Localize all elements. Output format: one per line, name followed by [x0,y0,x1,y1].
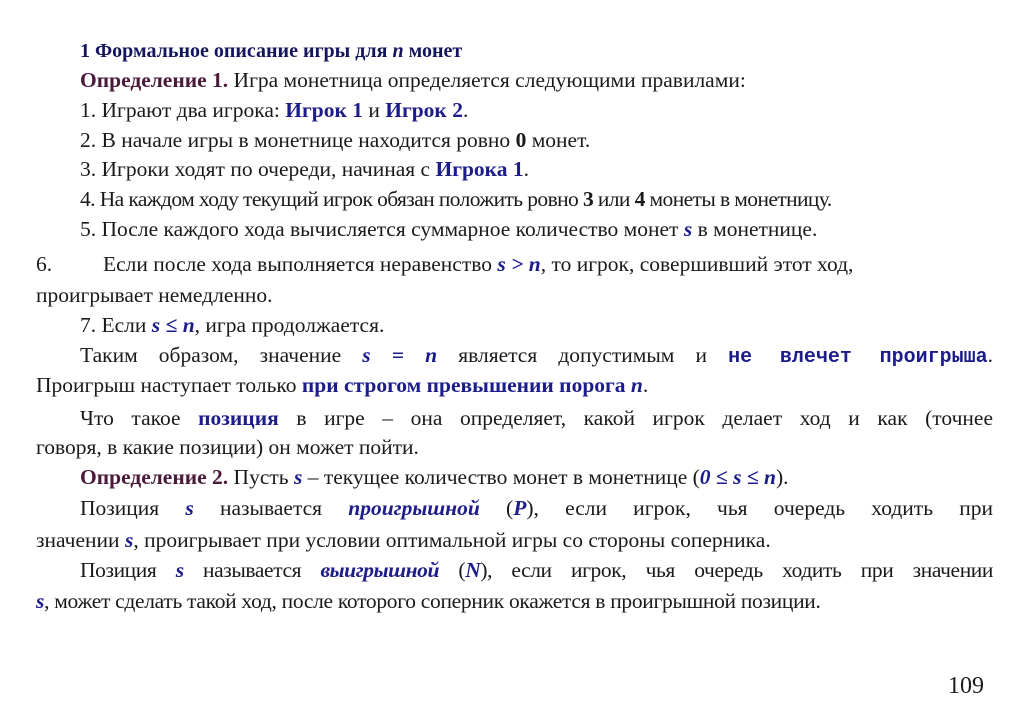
rule-5-s: s [683,217,693,241]
rule-3-end: . [523,157,529,181]
rule-7 [80,312,384,338]
paragraph-3-open: ( [479,496,514,520]
rule-1 [80,97,468,123]
rule-3-text: 3. Игроки ходят по очереди, начиная с [80,157,436,181]
rule-5 [80,216,817,242]
paragraph-1-line-2 [36,372,648,398]
rule-7-text: 7. Если [80,313,152,337]
paragraph-1-mid: является допустимым и [437,343,729,367]
paragraph-2-emphasis: позиция [198,406,279,430]
rule-3 [80,156,529,182]
paragraph-4-line-2 [36,588,821,614]
definition-1-label: Определение 1. [80,68,229,92]
title-suffix: монет [403,40,463,62]
paragraph-3-line-2 [36,527,771,553]
definition-1-text: Игра монетница определяется следующими правилами: [228,68,746,92]
paragraph-3-line2-s: s [124,528,134,552]
rule-5-end: в монетнице. [692,217,818,241]
paragraph-4-line2-end: , может сделать такой ход, после которого соперник окажется в проигрышной позиции. [44,589,821,613]
definition-2 [80,464,789,490]
paragraph-4-s: s [175,558,184,582]
definition-2-mid: – текущее количество монет в монетнице ( [302,465,700,489]
rule-4-or: или [593,187,635,211]
rule-6-inequality: s > n [497,252,541,276]
paragraph-1-n: n [630,373,643,397]
paragraph-3-term: проигрышной [348,496,480,520]
paragraph-4 [80,557,993,583]
paragraph-4-open: ( [439,558,466,582]
paragraph-1-equality: s = n [362,343,438,367]
definition-2-range: 0 ≤ s ≤ n [699,465,776,489]
rule-3-player: Игрока 1 [435,157,524,181]
rule-6-number [36,251,52,277]
rule-4-end: монеты в монетницу. [644,187,832,211]
paragraph-4-letter: N [465,558,481,582]
rule-2-zero: 0 [515,128,527,152]
rule-7-inequality: s ≤ n [151,313,195,337]
player-1-label: Игрок 1 [285,98,363,122]
rule-6 [103,251,853,277]
paragraph-2 [80,405,993,431]
rule-5-text: 5. После каждого хода вычисляется суммарное количество монет [80,217,684,241]
paragraph-1-line2-emphasis: при строгом превышении порога [301,373,631,397]
rule-2 [80,127,590,153]
paragraph-3-mid: называется [193,496,349,520]
rule-4-three: 3 [582,187,594,211]
paragraph-1-start: Таким образом, значение [80,343,363,367]
paragraph-3-start: Позиция [80,496,186,520]
paragraph-2-start: Что такое [80,406,199,430]
rule-6-text: Если после хода выполняется неравенство [103,252,498,276]
rule-4-text: 4. На каждом ходу текущий игрок обязан положить ровно [80,187,583,211]
paragraph-2-line2-text: говоря, в какие позиции) он может пойти. [36,435,419,459]
paragraph-1-line2-start: Проигрыш наступает только [36,373,302,397]
definition-2-label: Определение 2. [80,465,229,489]
paragraph-2-end: в игре – она определяет, какой игрок делает ход и как (точнее [278,406,993,430]
title-n: n [392,40,404,62]
paragraph-1 [80,342,993,371]
rule-7-end: , игра продолжается. [194,313,385,337]
rule-6-end: , то игрок, совершивший этот ход, [540,252,854,276]
paragraph-4-term: выигрышной [320,558,440,582]
paragraph-3-end: ), если игрок, чья очередь ходить при [526,496,993,520]
title-text: 1 Формальное описание игры для [80,40,393,62]
paragraph-4-mid: называется [183,558,321,582]
paragraph-1-line2-end: . [642,373,649,397]
paragraph-3-line2-start: значении [36,528,125,552]
definition-1 [80,67,746,93]
paragraph-2-line-2 [36,434,419,460]
section-title [80,38,462,64]
definition-2-s: s [293,465,303,489]
paragraph-4-end: ), если игрок, чья очередь ходить при значении [480,558,994,582]
rule-6-num: 6. [36,252,53,276]
rule-4 [80,186,832,212]
paragraph-4-start: Позиция [80,558,176,582]
paragraph-1-emphasis: не влечет проигрыша [728,346,988,369]
rule-6-line-2 [36,282,273,308]
paragraph-3 [80,495,993,521]
page-number: 109 [948,673,984,699]
definition-2-text: Пусть [228,465,294,489]
rule-1-and: и [362,98,386,122]
rule-2-end: монет. [526,128,591,152]
rule-6-line2-text: проигрывает немедленно. [36,283,273,307]
rule-1-end: . [462,98,469,122]
paragraph-3-s: s [185,496,194,520]
paragraph-1-end: . [987,343,994,367]
definition-2-end: ). [775,465,789,489]
paragraph-3-line2-end: , проигрывает при условии оптимальной игры со стороны соперника. [133,528,771,552]
paragraph-4-line2-s: s [36,589,45,613]
player-2-label: Игрок 2 [385,98,463,122]
paragraph-3-letter: P [513,496,527,520]
rule-1-text: 1. Играют два игрока: [80,98,286,122]
rule-4-four: 4 [634,187,645,211]
rule-2-text: 2. В начале игры в монетнице находится ровно [80,128,516,152]
